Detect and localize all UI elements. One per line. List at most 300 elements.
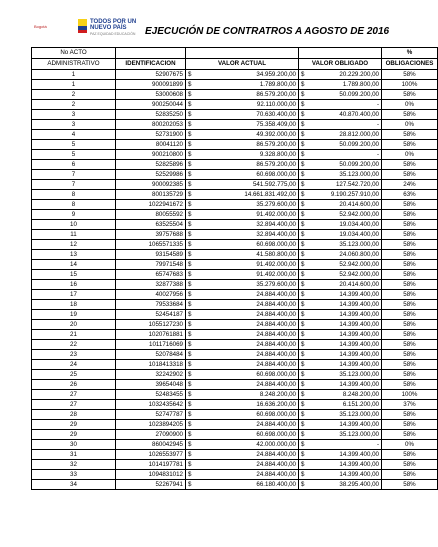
cell-pct: 58% bbox=[382, 460, 438, 470]
cell-valor-actual-value: 541.592.775,00 bbox=[252, 181, 296, 188]
cell-pct: 58% bbox=[382, 430, 438, 440]
cell-acto: 33 bbox=[32, 470, 116, 480]
currency-sign: $ bbox=[188, 141, 192, 148]
cell-valor-actual bbox=[186, 140, 299, 150]
cell-valor-actual bbox=[186, 130, 299, 140]
cell-identificacion: 1023894205 bbox=[116, 420, 186, 430]
currency-sign: $ bbox=[188, 411, 192, 418]
currency-sign: $ bbox=[188, 441, 192, 448]
cell-acto: 31 bbox=[32, 450, 116, 460]
table-row bbox=[32, 400, 438, 410]
currency-sign: $ bbox=[301, 71, 305, 78]
cell-valor-obligado bbox=[299, 320, 382, 330]
contracts-table bbox=[31, 47, 438, 490]
cell-valor-actual bbox=[186, 210, 299, 220]
cell-valor-obligado bbox=[299, 120, 382, 130]
cell-identificacion: 80055592 bbox=[116, 210, 186, 220]
cell-valor-obligado-value: - bbox=[376, 121, 379, 128]
cell-pct: 63% bbox=[382, 190, 438, 200]
cell-valor-obligado bbox=[299, 210, 382, 220]
currency-sign: $ bbox=[301, 81, 305, 88]
currency-sign: $ bbox=[188, 481, 192, 488]
cell-pct: 58% bbox=[382, 240, 438, 250]
cell-valor-obligado bbox=[299, 200, 382, 210]
cell-valor-actual-value: 86.579.200,00 bbox=[256, 161, 296, 168]
cell-acto: 21 bbox=[32, 330, 116, 340]
currency-sign: $ bbox=[301, 351, 305, 358]
cell-pct: 58% bbox=[382, 90, 438, 100]
cell-acto: 19 bbox=[32, 310, 116, 320]
cell-pct: 58% bbox=[382, 160, 438, 170]
currency-sign: $ bbox=[301, 361, 305, 368]
cell-valor-actual bbox=[186, 350, 299, 360]
cell-valor-obligado-value: 28.812.000,00 bbox=[339, 131, 379, 138]
cell-valor-obligado-value: 9.190.257.910,00 bbox=[330, 191, 379, 198]
cell-valor-actual bbox=[186, 420, 299, 430]
cell-valor-actual bbox=[186, 360, 299, 370]
cell-valor-obligado-value: 52.942.000,00 bbox=[339, 211, 379, 218]
cell-valor-obligado-value: 19.034.400,00 bbox=[339, 231, 379, 238]
cell-acto: 5 bbox=[32, 150, 116, 160]
table-row bbox=[32, 150, 438, 160]
cell-identificacion: 1020761881 bbox=[116, 330, 186, 340]
cell-valor-obligado-value: 14.399.400,00 bbox=[339, 361, 379, 368]
cell-valor-obligado bbox=[299, 110, 382, 120]
cell-valor-obligado-value: 6.151.200,00 bbox=[342, 401, 379, 408]
table-row bbox=[32, 480, 438, 490]
header-valor-obligado: VALOR OBLIGADO bbox=[299, 59, 382, 70]
header-acto-line1: No ACTO bbox=[32, 48, 116, 59]
table-row bbox=[32, 100, 438, 110]
cell-pct: 58% bbox=[382, 380, 438, 390]
cell-valor-obligado bbox=[299, 410, 382, 420]
cell-valor-actual bbox=[186, 450, 299, 460]
cell-valor-obligado bbox=[299, 330, 382, 340]
table-row bbox=[32, 260, 438, 270]
cell-valor-obligado bbox=[299, 430, 382, 440]
table-row bbox=[32, 360, 438, 370]
cell-identificacion: 52483455 bbox=[116, 390, 186, 400]
cell-acto: 8 bbox=[32, 200, 116, 210]
currency-sign: $ bbox=[188, 161, 192, 168]
cell-acto: 18 bbox=[32, 300, 116, 310]
cell-valor-obligado bbox=[299, 440, 382, 450]
cell-pct: 0% bbox=[382, 100, 438, 110]
cell-identificacion: 1055127230 bbox=[116, 320, 186, 330]
currency-sign: $ bbox=[188, 131, 192, 138]
cell-valor-obligado-value: - bbox=[376, 151, 379, 158]
cell-identificacion: 53000608 bbox=[116, 90, 186, 100]
table-row bbox=[32, 190, 438, 200]
table-row bbox=[32, 350, 438, 360]
cell-valor-obligado-value: 19.034.400,00 bbox=[339, 221, 379, 228]
cell-pct: 58% bbox=[382, 300, 438, 310]
institution-logo: Bogotá bbox=[34, 24, 47, 29]
cell-valor-actual-value: 32.894.400,00 bbox=[256, 221, 296, 228]
cell-valor-actual-value: 91.492.000,00 bbox=[256, 261, 296, 268]
currency-sign: $ bbox=[188, 341, 192, 348]
cell-identificacion: 52078484 bbox=[116, 350, 186, 360]
currency-sign: $ bbox=[301, 261, 305, 268]
cell-valor-obligado-value: 20.414.600,00 bbox=[339, 281, 379, 288]
cell-valor-actual bbox=[186, 260, 299, 270]
cell-pct: 58% bbox=[382, 140, 438, 150]
currency-sign: $ bbox=[301, 141, 305, 148]
cell-valor-actual bbox=[186, 480, 299, 490]
cell-valor-obligado-value: 14.399.400,00 bbox=[339, 381, 379, 388]
currency-sign: $ bbox=[188, 391, 192, 398]
cell-identificacion: 900250044 bbox=[116, 100, 186, 110]
cell-valor-obligado-value: 52.942.000,00 bbox=[339, 271, 379, 278]
colombia-flag-icon bbox=[78, 19, 87, 33]
currency-sign: $ bbox=[188, 381, 192, 388]
cell-valor-obligado bbox=[299, 380, 382, 390]
currency-sign: $ bbox=[301, 241, 305, 248]
cell-pct: 58% bbox=[382, 200, 438, 210]
cell-valor-actual bbox=[186, 320, 299, 330]
currency-sign: $ bbox=[301, 251, 305, 258]
cell-identificacion: 52835250 bbox=[116, 110, 186, 120]
currency-sign: $ bbox=[188, 351, 192, 358]
cell-valor-obligado bbox=[299, 300, 382, 310]
cell-valor-obligado bbox=[299, 400, 382, 410]
cell-valor-actual-value: 24.884.400,00 bbox=[256, 321, 296, 328]
cell-valor-actual-value: 60.698.000,00 bbox=[256, 371, 296, 378]
cell-identificacion: 40027956 bbox=[116, 290, 186, 300]
table-row bbox=[32, 340, 438, 350]
header-valor-actual: VALOR ACTUAL bbox=[186, 59, 299, 70]
currency-sign: $ bbox=[301, 471, 305, 478]
cell-valor-obligado-value: 50.099.200,00 bbox=[339, 91, 379, 98]
cell-identificacion: 39654048 bbox=[116, 380, 186, 390]
cell-acto: 27 bbox=[32, 390, 116, 400]
cell-valor-obligado-value: 38.295.400,00 bbox=[339, 481, 379, 488]
currency-sign: $ bbox=[188, 231, 192, 238]
currency-sign: $ bbox=[188, 431, 192, 438]
cell-identificacion: 1026553977 bbox=[116, 450, 186, 460]
cell-valor-obligado-value: 14.399.400,00 bbox=[339, 421, 379, 428]
cell-valor-actual-value: 41.580.800,00 bbox=[256, 251, 296, 258]
cell-identificacion: 1018413318 bbox=[116, 360, 186, 370]
cell-valor-actual bbox=[186, 410, 299, 420]
page-header bbox=[0, 0, 428, 46]
table-row bbox=[32, 440, 438, 450]
cell-acto: 7 bbox=[32, 170, 116, 180]
cell-valor-actual bbox=[186, 80, 299, 90]
cell-pct: 58% bbox=[382, 340, 438, 350]
cell-pct: 58% bbox=[382, 220, 438, 230]
currency-sign: $ bbox=[301, 231, 305, 238]
cell-valor-obligado-value: - bbox=[376, 101, 379, 108]
cell-valor-actual-value: 70.630.400,00 bbox=[256, 111, 296, 118]
cell-valor-obligado-value: 8.248.200,00 bbox=[342, 391, 379, 398]
cell-valor-obligado bbox=[299, 270, 382, 280]
table-row bbox=[32, 300, 438, 310]
currency-sign: $ bbox=[188, 71, 192, 78]
currency-sign: $ bbox=[188, 81, 192, 88]
table-row bbox=[32, 270, 438, 280]
currency-sign: $ bbox=[188, 221, 192, 228]
currency-sign: $ bbox=[301, 391, 305, 398]
currency-sign: $ bbox=[301, 381, 305, 388]
cell-valor-obligado-value: 14.399.400,00 bbox=[339, 451, 379, 458]
table-row bbox=[32, 220, 438, 230]
cell-pct: 0% bbox=[382, 440, 438, 450]
cell-identificacion: 1011716069 bbox=[116, 340, 186, 350]
cell-valor-obligado bbox=[299, 140, 382, 150]
cell-valor-actual-value: 24.884.400,00 bbox=[256, 471, 296, 478]
cell-valor-obligado-value: 24.060.800,00 bbox=[339, 251, 379, 258]
table-row bbox=[32, 140, 438, 150]
cell-valor-actual-value: 24.884.400,00 bbox=[256, 341, 296, 348]
cell-valor-obligado bbox=[299, 290, 382, 300]
table-row bbox=[32, 330, 438, 340]
header-identificacion: IDENTIFICACION bbox=[116, 59, 186, 70]
cell-valor-obligado bbox=[299, 240, 382, 250]
cell-valor-actual-value: 24.884.400,00 bbox=[256, 291, 296, 298]
cell-acto: 32 bbox=[32, 460, 116, 470]
cell-valor-actual bbox=[186, 390, 299, 400]
cell-valor-actual bbox=[186, 110, 299, 120]
table-row bbox=[32, 280, 438, 290]
cell-valor-obligado bbox=[299, 150, 382, 160]
cell-acto: 3 bbox=[32, 120, 116, 130]
cell-identificacion: 860042945 bbox=[116, 440, 186, 450]
cell-valor-obligado bbox=[299, 420, 382, 430]
cell-valor-actual bbox=[186, 120, 299, 130]
currency-sign: $ bbox=[301, 211, 305, 218]
cell-acto: 30 bbox=[32, 440, 116, 450]
currency-sign: $ bbox=[188, 281, 192, 288]
currency-sign: $ bbox=[301, 421, 305, 428]
currency-sign: $ bbox=[301, 291, 305, 298]
table-header-row-1 bbox=[32, 48, 438, 59]
cell-valor-obligado-value: 35.123.000,00 bbox=[339, 241, 379, 248]
cell-pct: 0% bbox=[382, 150, 438, 160]
table-row bbox=[32, 380, 438, 390]
cell-valor-actual-value: 24.884.400,00 bbox=[256, 461, 296, 468]
currency-sign: $ bbox=[301, 451, 305, 458]
cell-valor-actual-value: 9.328.800,00 bbox=[259, 151, 296, 158]
cell-valor-obligado bbox=[299, 450, 382, 460]
cell-acto: 6 bbox=[32, 160, 116, 170]
cell-valor-actual bbox=[186, 370, 299, 380]
cell-valor-actual-value: 24.884.400,00 bbox=[256, 331, 296, 338]
cell-valor-actual-value: 24.884.400,00 bbox=[256, 361, 296, 368]
cell-valor-actual-value: 92.110.000,00 bbox=[256, 101, 296, 108]
cell-acto: 34 bbox=[32, 480, 116, 490]
cell-pct: 58% bbox=[382, 110, 438, 120]
cell-valor-actual-value: 91.492.000,00 bbox=[256, 211, 296, 218]
header-acto-line2: ADMINISTRATIVO bbox=[32, 59, 116, 70]
cell-valor-obligado bbox=[299, 250, 382, 260]
table-row bbox=[32, 170, 438, 180]
cell-valor-actual-value: 32.894.400,00 bbox=[256, 231, 296, 238]
cell-acto: 27 bbox=[32, 400, 116, 410]
cell-acto: 4 bbox=[32, 130, 116, 140]
cell-valor-actual-value: 49.392.000,00 bbox=[256, 131, 296, 138]
table-row bbox=[32, 210, 438, 220]
cell-valor-actual bbox=[186, 280, 299, 290]
cell-pct: 24% bbox=[382, 180, 438, 190]
cell-valor-obligado bbox=[299, 70, 382, 80]
currency-sign: $ bbox=[188, 471, 192, 478]
currency-sign: $ bbox=[188, 181, 192, 188]
cell-valor-obligado-value: 52.942.000,00 bbox=[339, 261, 379, 268]
cell-valor-obligado-value: 14.399.400,00 bbox=[339, 331, 379, 338]
header-valor-blank bbox=[186, 48, 299, 59]
cell-valor-obligado bbox=[299, 370, 382, 380]
currency-sign: $ bbox=[188, 331, 192, 338]
cell-valor-actual-value: 24.884.400,00 bbox=[256, 351, 296, 358]
cell-acto: 3 bbox=[32, 110, 116, 120]
cell-valor-actual-value: 34.959.200,00 bbox=[256, 71, 296, 78]
cell-valor-obligado bbox=[299, 360, 382, 370]
cell-valor-actual-value: 8.248.200,00 bbox=[259, 391, 296, 398]
cell-valor-obligado bbox=[299, 230, 382, 240]
cell-valor-actual-value: 24.884.400,00 bbox=[256, 301, 296, 308]
cell-valor-obligado bbox=[299, 350, 382, 360]
cell-acto: 22 bbox=[32, 340, 116, 350]
cell-acto: 1 bbox=[32, 70, 116, 80]
currency-sign: $ bbox=[301, 371, 305, 378]
cell-valor-actual bbox=[186, 220, 299, 230]
cell-valor-actual bbox=[186, 430, 299, 440]
currency-sign: $ bbox=[188, 201, 192, 208]
cell-valor-obligado-value: 35.123.000,00 bbox=[339, 431, 379, 438]
cell-acto: 24 bbox=[32, 360, 116, 370]
cell-valor-actual-value: 24.884.400,00 bbox=[256, 451, 296, 458]
cell-identificacion: 52731900 bbox=[116, 130, 186, 140]
brand-line-1: TODOS POR UN bbox=[90, 19, 137, 25]
cell-valor-obligado-value: 14.399.400,00 bbox=[339, 291, 379, 298]
cell-valor-actual bbox=[186, 160, 299, 170]
cell-valor-actual bbox=[186, 70, 299, 80]
cell-valor-obligado bbox=[299, 90, 382, 100]
currency-sign: $ bbox=[301, 101, 305, 108]
cell-identificacion: 27090900 bbox=[116, 430, 186, 440]
cell-valor-obligado-value: 14.399.400,00 bbox=[339, 341, 379, 348]
cell-acto: 8 bbox=[32, 190, 116, 200]
cell-valor-obligado-value: 35.123.000,00 bbox=[339, 411, 379, 418]
cell-acto: 13 bbox=[32, 250, 116, 260]
cell-pct: 58% bbox=[382, 420, 438, 430]
cell-valor-actual-value: 14.661.831.492,00 bbox=[244, 191, 296, 198]
cell-valor-actual bbox=[186, 230, 299, 240]
cell-acto: 9 bbox=[32, 210, 116, 220]
table-row bbox=[32, 320, 438, 330]
cell-valor-obligado-value: 40.870.400,00 bbox=[339, 111, 379, 118]
cell-valor-actual bbox=[186, 90, 299, 100]
cell-valor-actual-value: 16.636.200,00 bbox=[256, 401, 296, 408]
currency-sign: $ bbox=[301, 311, 305, 318]
cell-pct: 58% bbox=[382, 360, 438, 370]
cell-acto: 16 bbox=[32, 280, 116, 290]
currency-sign: $ bbox=[301, 401, 305, 408]
currency-sign: $ bbox=[188, 321, 192, 328]
table-row bbox=[32, 290, 438, 300]
currency-sign: $ bbox=[188, 261, 192, 268]
currency-sign: $ bbox=[301, 181, 305, 188]
currency-sign: $ bbox=[301, 411, 305, 418]
cell-pct: 58% bbox=[382, 230, 438, 240]
cell-pct: 58% bbox=[382, 260, 438, 270]
cell-identificacion: 32877388 bbox=[116, 280, 186, 290]
currency-sign: $ bbox=[301, 481, 305, 488]
cell-identificacion: 80041120 bbox=[116, 140, 186, 150]
cell-pct: 58% bbox=[382, 70, 438, 80]
table-row bbox=[32, 130, 438, 140]
cell-valor-actual bbox=[186, 240, 299, 250]
currency-sign: $ bbox=[301, 301, 305, 308]
cell-acto: 7 bbox=[32, 180, 116, 190]
currency-sign: $ bbox=[188, 171, 192, 178]
cell-valor-obligado-value: 50.099.200,00 bbox=[339, 161, 379, 168]
header-obligado-blank bbox=[299, 48, 382, 59]
cell-valor-actual-value: 60.698.000,00 bbox=[256, 411, 296, 418]
cell-identificacion: 1022941672 bbox=[116, 200, 186, 210]
cell-acto: 11 bbox=[32, 230, 116, 240]
cell-acto: 20 bbox=[32, 320, 116, 330]
table-row bbox=[32, 460, 438, 470]
cell-valor-obligado-value: 14.399.400,00 bbox=[339, 301, 379, 308]
cell-identificacion: 1032435642 bbox=[116, 400, 186, 410]
cell-valor-actual bbox=[186, 150, 299, 160]
table-row bbox=[32, 160, 438, 170]
cell-pct: 100% bbox=[382, 390, 438, 400]
cell-acto: 1 bbox=[32, 80, 116, 90]
currency-sign: $ bbox=[188, 121, 192, 128]
currency-sign: $ bbox=[188, 241, 192, 248]
cell-valor-actual bbox=[186, 290, 299, 300]
cell-valor-obligado bbox=[299, 280, 382, 290]
cell-valor-actual-value: 60.698.000,00 bbox=[256, 241, 296, 248]
cell-acto: 29 bbox=[32, 430, 116, 440]
page-title: EJECUCIÓN DE CONTRATROS A AGOSTO DE 2016 bbox=[145, 26, 390, 37]
cell-acto: 25 bbox=[32, 370, 116, 380]
cell-pct: 58% bbox=[382, 470, 438, 480]
cell-valor-actual bbox=[186, 330, 299, 340]
cell-identificacion: 63525504 bbox=[116, 220, 186, 230]
header-pct-line1: % bbox=[382, 48, 438, 59]
government-brand-logo bbox=[90, 19, 136, 37]
table-row bbox=[32, 70, 438, 80]
cell-valor-actual bbox=[186, 270, 299, 280]
cell-valor-actual bbox=[186, 440, 299, 450]
cell-valor-actual bbox=[186, 200, 299, 210]
table-row bbox=[32, 410, 438, 420]
table-row bbox=[32, 430, 438, 440]
cell-pct: 58% bbox=[382, 170, 438, 180]
cell-pct: 58% bbox=[382, 370, 438, 380]
cell-valor-actual bbox=[186, 100, 299, 110]
cell-acto: 2 bbox=[32, 100, 116, 110]
currency-sign: $ bbox=[301, 461, 305, 468]
cell-valor-obligado bbox=[299, 340, 382, 350]
cell-acto: 2 bbox=[32, 90, 116, 100]
cell-pct: 58% bbox=[382, 310, 438, 320]
currency-sign: $ bbox=[301, 331, 305, 338]
cell-valor-obligado bbox=[299, 160, 382, 170]
cell-valor-actual-value: 86.579.200,00 bbox=[256, 91, 296, 98]
cell-valor-actual bbox=[186, 380, 299, 390]
cell-pct: 58% bbox=[382, 210, 438, 220]
currency-sign: $ bbox=[301, 221, 305, 228]
cell-valor-actual-value: 1.789.800,00 bbox=[259, 81, 296, 88]
cell-pct: 58% bbox=[382, 450, 438, 460]
cell-valor-actual bbox=[186, 340, 299, 350]
cell-acto: 26 bbox=[32, 380, 116, 390]
